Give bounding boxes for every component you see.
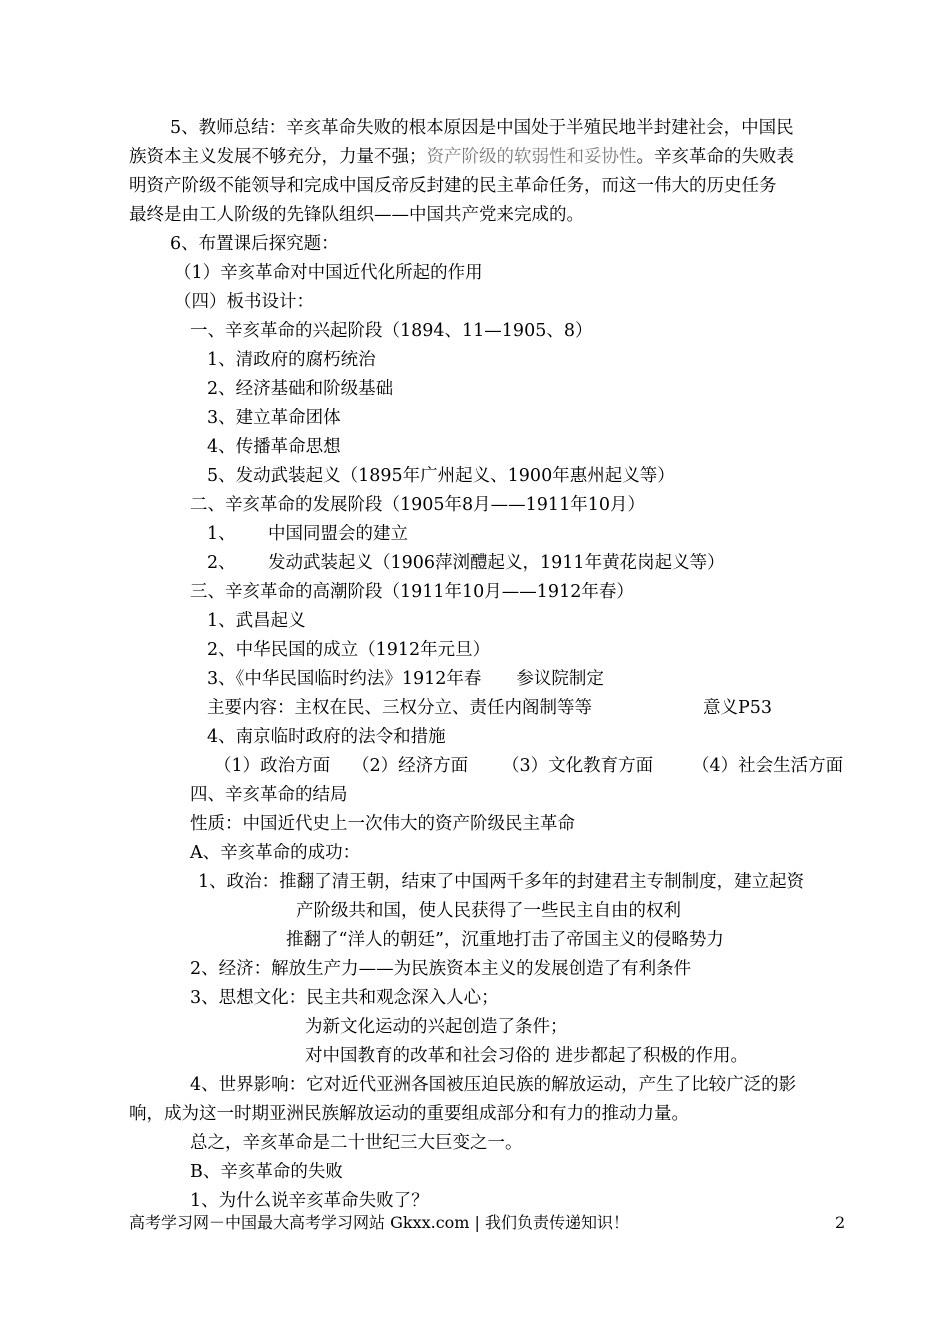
s2-item-text: 中国同盟会的建立 bbox=[268, 524, 408, 544]
s1-item: 1、清政府的腐朽统治 bbox=[207, 350, 376, 370]
s3-item3: 3、《中华民国临时约法》1912年春 参议院制定 bbox=[207, 669, 604, 689]
p5-line3: 明资产阶级不能领导和完成中国反帝反封建的民主革命任务，而这一伟大的历史任务 bbox=[129, 176, 777, 196]
s4-economy: 2、经济：解放生产力——为民族资本主义的发展创造了有利条件 bbox=[190, 959, 692, 979]
p5-line4: 最终是由工人阶级的先锋队组织——中国共产党来完成的。 bbox=[129, 205, 584, 225]
p5-line2a: 族资本主义发展不够充分，力量不强； bbox=[129, 147, 427, 167]
p6-question1: （1）辛亥革命对中国近代化所起的作用 bbox=[174, 263, 483, 283]
s4-summary: 总之，辛亥革命是二十世纪三大巨变之一。 bbox=[190, 1133, 523, 1153]
s3-meaning: 意义P53 bbox=[703, 698, 773, 718]
page-number: 2 bbox=[835, 1213, 846, 1232]
s4-politics-line1: 1、政治：推翻了清王朝，结束了中国两千多年的封建君主专制制度，建立起资 bbox=[198, 872, 805, 892]
s1-item: 2、经济基础和阶级基础 bbox=[207, 379, 394, 399]
s3-item2: 2、中华民国的成立（1912年元旦） bbox=[207, 640, 491, 660]
s3-aspect: （2）经济方面 bbox=[352, 756, 469, 776]
s4-title: 四、辛亥革命的结局 bbox=[190, 785, 348, 805]
s4-world-line2: 响，成为这一时期亚洲民族解放运动的重要组成部分和有力的推动力量。 bbox=[129, 1104, 689, 1124]
s2-item-number: 2、 bbox=[207, 553, 236, 573]
s3-title: 三、辛亥革命的高潮阶段（1911年10月——1912年春） bbox=[190, 582, 634, 602]
p6-heading: 6、布置课后探究题： bbox=[170, 234, 339, 254]
p5-line2c: 。辛亥革命的失败表 bbox=[636, 147, 794, 167]
s4-failure-title: B、辛亥革命的失败 bbox=[190, 1162, 343, 1182]
s1-title: 一、辛亥革命的兴起阶段（1894、11—1905、8） bbox=[190, 321, 593, 341]
s1-item: 3、建立革命团体 bbox=[207, 408, 341, 428]
s4-question1: 1、为什么说辛亥革命失败了？ bbox=[190, 1191, 429, 1211]
s1-item: 4、传播革命思想 bbox=[207, 437, 341, 457]
page-footer: 高考学习网－中国最大高考学习网站 Gkxx.com | 我们负责传递知识！ bbox=[129, 1213, 630, 1232]
p5-line2b-highlight: 资产阶级的软弱性和妥协性 bbox=[426, 147, 637, 167]
s4-nature: 性质：中国近代史上一次伟大的资产阶级民主革命 bbox=[190, 814, 575, 834]
s4-thought-line1: 3、思想文化：民主共和观念深入人心； bbox=[190, 988, 499, 1008]
s4-thought-line3: 对中国教育的改革和社会习俗的 进步都起了积极的作用。 bbox=[305, 1046, 749, 1066]
s4-thought-line2: 为新文化运动的兴起创造了条件； bbox=[305, 1017, 568, 1037]
s2-title: 二、辛亥革命的发展阶段（1905年8月——1911年10月） bbox=[190, 495, 645, 515]
s4-politics-line2: 产阶级共和国，使人民获得了一些民主自由的权利 bbox=[296, 901, 681, 921]
s4-politics-line3: 推翻了“洋人的朝廷”，沉重地打击了帝国主义的侵略势力 bbox=[286, 930, 724, 950]
s1-item: 5、发动武装起义（1895年广州起义、1900年惠州起义等） bbox=[207, 466, 675, 486]
s3-item4: 4、南京临时政府的法令和措施 bbox=[207, 727, 446, 747]
p5-line1: 5、教师总结：辛亥革命失败的根本原因是中国处于半殖民地半封建社会，中国民 bbox=[170, 118, 794, 138]
s2-item-text: 发动武装起义（1906萍浏醴起义，1911年黄花岗起义等） bbox=[268, 553, 725, 573]
s2-item-number: 1、 bbox=[207, 524, 236, 544]
s4-world-line1: 4、世界影响：它对近代亚洲各国被压迫民族的解放运动，产生了比较广泛的影 bbox=[190, 1075, 797, 1095]
s3-item1: 1、武昌起义 bbox=[207, 611, 306, 631]
s3-aspect: （4）社会生活方面 bbox=[692, 756, 844, 776]
s3-aspect: （1）政治方面 bbox=[214, 756, 331, 776]
p5-line2 bbox=[129, 143, 794, 171]
s3-aspect: （3）文化教育方面 bbox=[502, 756, 654, 776]
board-design-title: （四）板书设计： bbox=[174, 292, 314, 312]
s4-success-title: A、辛亥革命的成功： bbox=[190, 843, 361, 863]
s3-main-content: 主要内容：主权在民、三权分立、责任内阁制等等 bbox=[207, 698, 592, 718]
